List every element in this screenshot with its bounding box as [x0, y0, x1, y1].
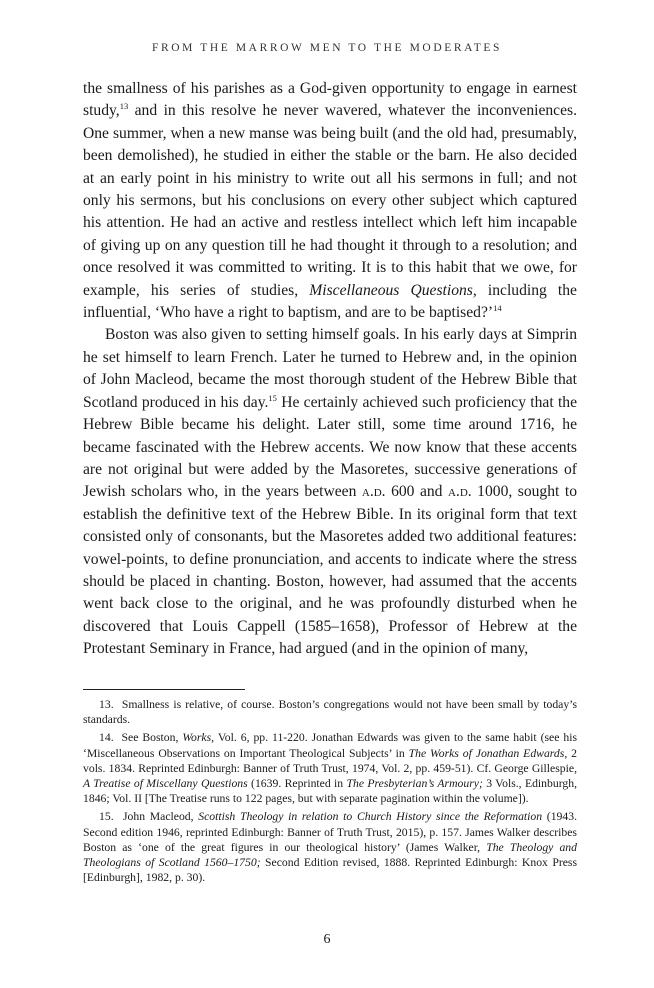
- footnote-13: 13. Smallness is relative, of course. Boston’s congregations would not have been small by today’s standards.: [83, 698, 577, 727]
- footnote-number: 15.: [99, 810, 114, 824]
- paragraph-1: the smallness of his parishes as a God-given opportunity to engage in earnest study,$^{13}$ and in this resolve he never wavered, whatever the inconveniences. One summer, when a new manse was being built (and the old had, presumably, been demolished), he studied in either the stable or the barn. He also decided at an early point in his ministry to write out all his sermons in full; and not only his sermons, but his conclusions on every other subject which captured his attention. He had an active and restless intellect which left him incapable of giving up on any question till he had thought it through to a resolution; and once resolved it was committed to writing. It is to this habit that we owe, for example, his series of studies, Miscellaneous Questions, including the influential, ‘Who have a right to baptism, and are to be baptised?’$^{14}$: [83, 80, 577, 322]
- footnote-ref-14[interactable]: 14: [493, 302, 502, 313]
- body-text: [83, 78, 577, 661]
- footnote-ref-15[interactable]: 15: [268, 392, 277, 403]
- footnote-14: 14. See Boston, Works, Vol. 6, pp. 11-220. Jonathan Edwards was given to the same habit (see his ‘Miscellaneous Observations on Important Theological Subjects’ in The Works of Jonathan Edwards, 2 vols. 1834. Reprinted Edinburgh: Banner of Truth Trust, 1974, Vol. 2, pp. 459-51). Cf. George Gillespie, A Treatise of Miscellany Questions (1639. Reprinted in The Presbyterian’s Armoury; 3 Vols., Edinburgh, 1846; Vol. II [The Treatise runs to 122 pages, but with separate pagination within the volume]).: [83, 731, 578, 806]
- footnote-rule: [83, 689, 245, 690]
- footnote-ref-13[interactable]: 13: [119, 101, 129, 112]
- paragraph-2: Boston was also given to setting himself goals. In his early days at Simprin he set himself to learn French. Later he turned to Hebrew and, in the opinion of John Macleod, became the most thorough student of the Hebrew Bible that Scotland produced in his day.$^{15}$ He certainly achieved such proficiency that the Hebrew Bible became his delight. Later still, some time around 1716, he became fascinated with the Hebrew accents. We now know that these accents are not original but were added by the Masoretes, successive generations of Jewish scholars who, in the years between a.d. 600 and a.d. 1000, sought to establish the definitive text of the Hebrew Bible. In its original form that text consisted only of consonants, but the Masoretes added two additional features: vowel-points, to define pronunciation, and accents to indicate where the stress should be placed in chanting. Boston, however, had assumed that the accents went back close to the original, and he was profoundly disturbed when he discovered that Louis Cappell (1585–1658), Professor of Hebrew at the Protestant Seminary in France, had argued (and in the opinion of many,: [83, 326, 577, 658]
- footnote-number: 14.: [99, 731, 114, 745]
- footnotes: [83, 697, 577, 888]
- page-number: 6: [323, 932, 331, 947]
- book-title: Miscellaneous Questions,: [309, 281, 477, 299]
- running-head: FROM THE MARROW MEN TO THE MODERATES: [151, 42, 503, 54]
- footnote-number: 13.: [99, 698, 114, 711]
- era-abbrev: a.d.: [447, 483, 472, 501]
- footnote-15: 15. John Macleod, Scottish Theology in relation to Church History since the Reformation (1943. Second edition 1946, reprinted Edinburgh: Banner of Truth Trust, 2015), p. 157. James Walker describes Boston as ‘one of the great figures in our theological history’ (James Walker, The Theology and Theologians of Scotland 1560–1750; Second Edition revised, 1888. Reprinted Edinburgh: Knox Press [Edinburgh], 1982, p. 30).: [83, 810, 577, 885]
- era-abbrev: a.d.: [361, 483, 386, 501]
